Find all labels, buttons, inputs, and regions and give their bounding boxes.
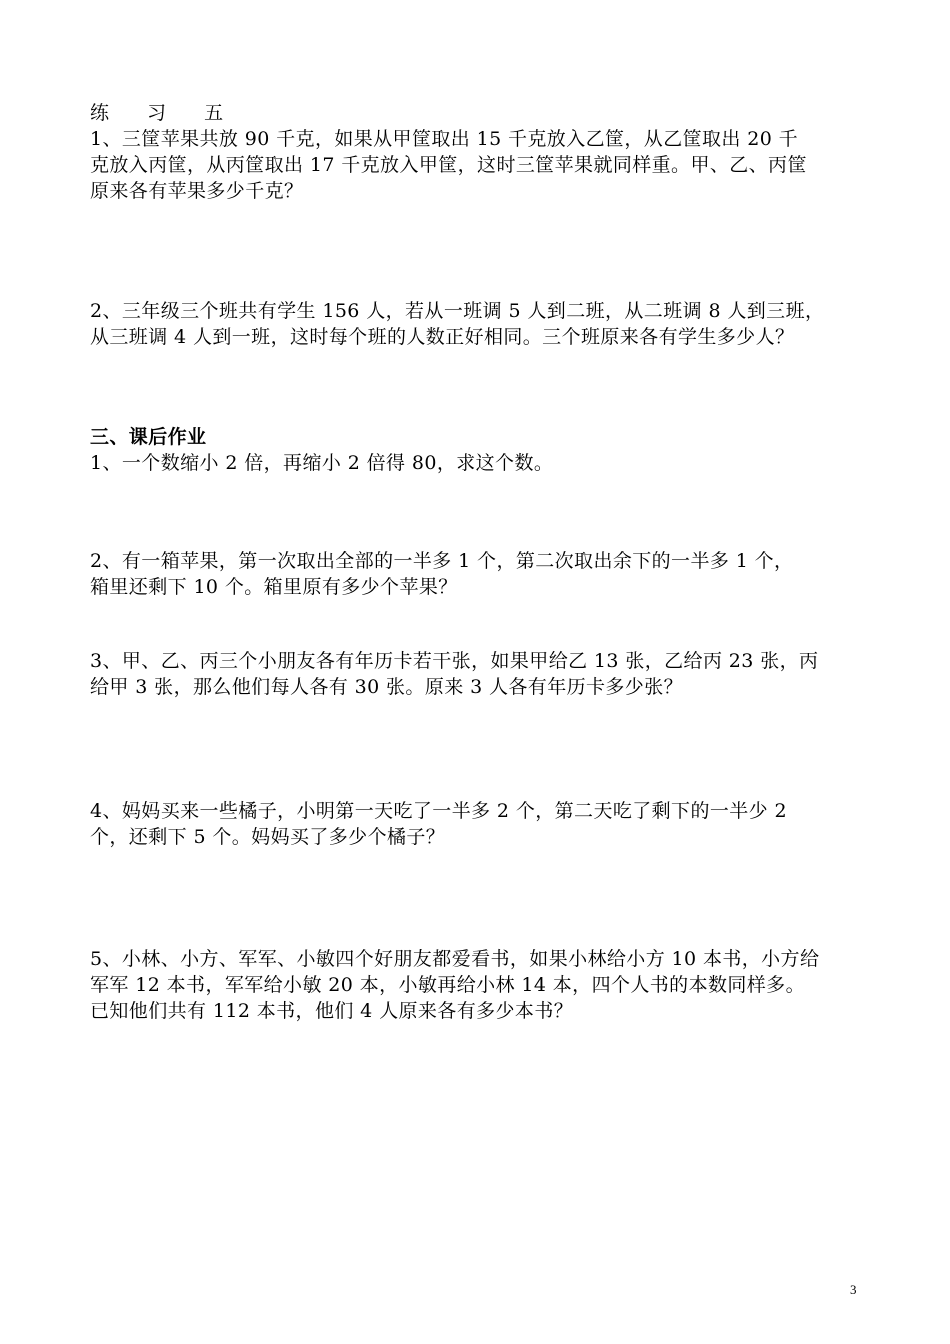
problem-line: 1、一个数缩小 2 倍，再缩小 2 倍得 80，求这个数。 — [90, 452, 554, 474]
problem-line: 已知他们共有 112 本书，他们 4 人原来各有多少本书？ — [90, 1000, 574, 1022]
section-heading: 三、课后作业 — [90, 426, 207, 448]
homework-section — [90, 424, 870, 450]
problem-line: 3、甲、乙、丙三个小朋友各有年历卡若干张，如果甲给乙 13 张，乙给丙 23 张，丙 — [90, 650, 819, 672]
problem-line: 2、有一箱苹果，第一次取出全部的一半多 1 个，第二次取出余下的一半多 1 个， — [90, 550, 794, 572]
problem-line: 军军 12 本书，军军给小敏 20 本，小敏再给小林 14 本，四个人书的本数同样多。 — [90, 974, 805, 996]
homework-problem-3 — [90, 648, 870, 700]
problem-line: 个，还剩下 5 个。妈妈买了多少个橘子？ — [90, 826, 446, 848]
problem-line: 2、三年级三个班共有学生 156 人，若从一班调 5 人到二班，从二班调 8 人到三班， — [90, 300, 825, 322]
homework-problem-1 — [90, 450, 870, 476]
page-number: 3 — [850, 1282, 857, 1297]
exercise-problem-1 — [90, 126, 870, 204]
problem-line: 克放入丙筐，从丙筐取出 17 千克放入甲筐，这时三筐苹果就同样重。甲、乙、丙筐 — [90, 154, 807, 176]
problem-line: 箱里还剩下 10 个。箱里原有多少个苹果？ — [90, 576, 458, 598]
problem-line: 1、三筐苹果共放 90 千克，如果从甲筐取出 15 千克放入乙筐，从乙筐取出 20 千 — [90, 128, 799, 150]
problem-line: 从三班调 4 人到一班，这时每个班的人数正好相同。三个班原来各有学生多少人？ — [90, 326, 795, 348]
homework-problem-4 — [90, 798, 870, 850]
homework-problem-5 — [90, 946, 870, 1024]
exercise-problem-2 — [90, 298, 870, 350]
problem-line: 4、妈妈买来一些橘子，小明第一天吃了一半多 2 个，第二天吃了剩下的一半少 2 — [90, 800, 787, 822]
exercise-title: 练 习 五 — [90, 102, 240, 124]
problem-line: 5、小林、小方、军军、小敏四个好朋友都爱看书，如果小林给小方 10 本书，小方给 — [90, 948, 820, 970]
exercise-section — [90, 100, 870, 126]
homework-problem-2 — [90, 548, 870, 600]
problem-line: 给甲 3 张，那么他们每人各有 30 张。原来 3 人各有年历卡多少张？ — [90, 676, 683, 698]
problem-line: 原来各有苹果多少千克？ — [90, 180, 304, 202]
